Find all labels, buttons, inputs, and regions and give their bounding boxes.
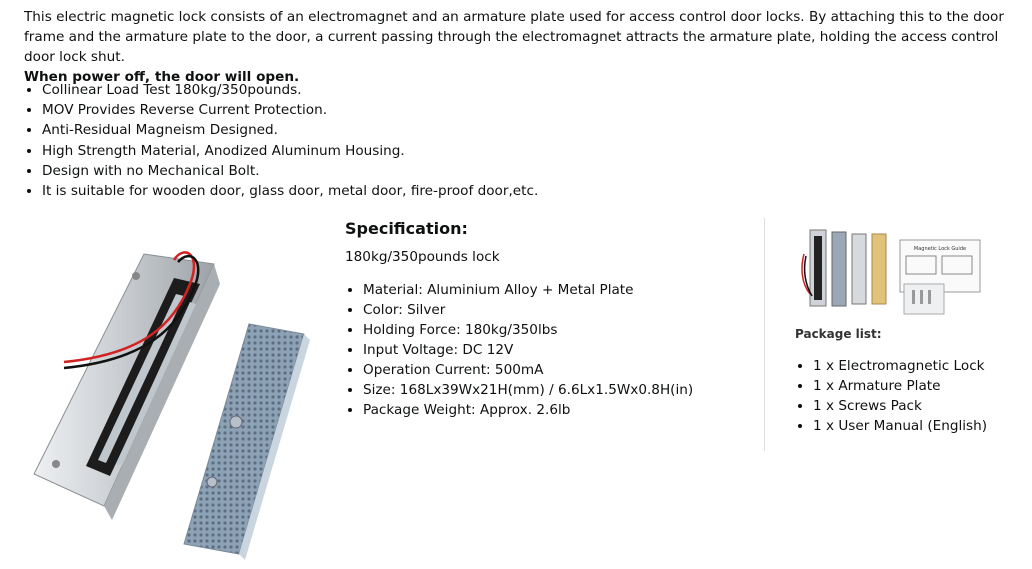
package-list [795, 356, 1025, 436]
feature-item: • Anti-Residual Magneism Designed. [42, 120, 538, 140]
feature-item: • It is suitable for wooden door, glass door, metal door, fire-proof door,etc. [42, 181, 538, 201]
package-list-section [795, 326, 1025, 436]
package-item: • 1 x User Manual (English) [813, 416, 1025, 436]
feature-item: • Design with no Mechanical Bolt. [42, 161, 538, 181]
spec-item: • Color: Silver [363, 300, 755, 320]
spec-item: • Package Weight: Approx. 2.6lb [363, 400, 755, 420]
product-description [24, 7, 1014, 87]
spec-item: • Operation Current: 500mA [363, 360, 755, 380]
spec-item: • Material: Aluminium Alloy + Metal Plate [363, 280, 755, 300]
description-paragraph: This electric magnetic lock consists of an electromagnet and an armature plate used for access control door locks. By attaching this to the door frame and the armature plate to the door, a current passing through the electromagnet attracts the armature plate, holding the access control door lock shut. [24, 9, 1004, 65]
package-item: • 1 x Electromagnetic Lock [813, 356, 1025, 376]
specification-section [345, 218, 755, 420]
spec-item: • Input Voltage: DC 12V [363, 340, 755, 360]
magnetic-lock-image [24, 244, 324, 564]
power-off-note: When power off, the door will open. [24, 69, 300, 85]
package-contents-image [800, 224, 985, 320]
package-item: • 1 x Armature Plate [813, 376, 1025, 396]
specification-list [345, 280, 755, 420]
feature-item: • High Strength Material, Anodized Aluminum Housing. [42, 141, 538, 161]
package-list-title: Package list: [795, 327, 882, 341]
feature-item: • Collinear Load Test 180kg/350pounds. [42, 80, 538, 100]
specification-title: Specification: [345, 219, 468, 238]
feature-item: • MOV Provides Reverse Current Protection. [42, 100, 538, 120]
package-item: • 1 x Screws Pack [813, 396, 1025, 416]
manual-cover-text: Magnetic Lock Guide [913, 246, 967, 252]
feature-list [24, 80, 538, 201]
spec-item: • Size: 168Lx39Wx21H(mm) / 6.6Lx1.5Wx0.8H(in) [363, 380, 755, 400]
column-divider [764, 218, 765, 451]
spec-item: • Holding Force: 180kg/350lbs [363, 320, 755, 340]
specification-subtitle: 180kg/350pounds lock [345, 249, 500, 265]
